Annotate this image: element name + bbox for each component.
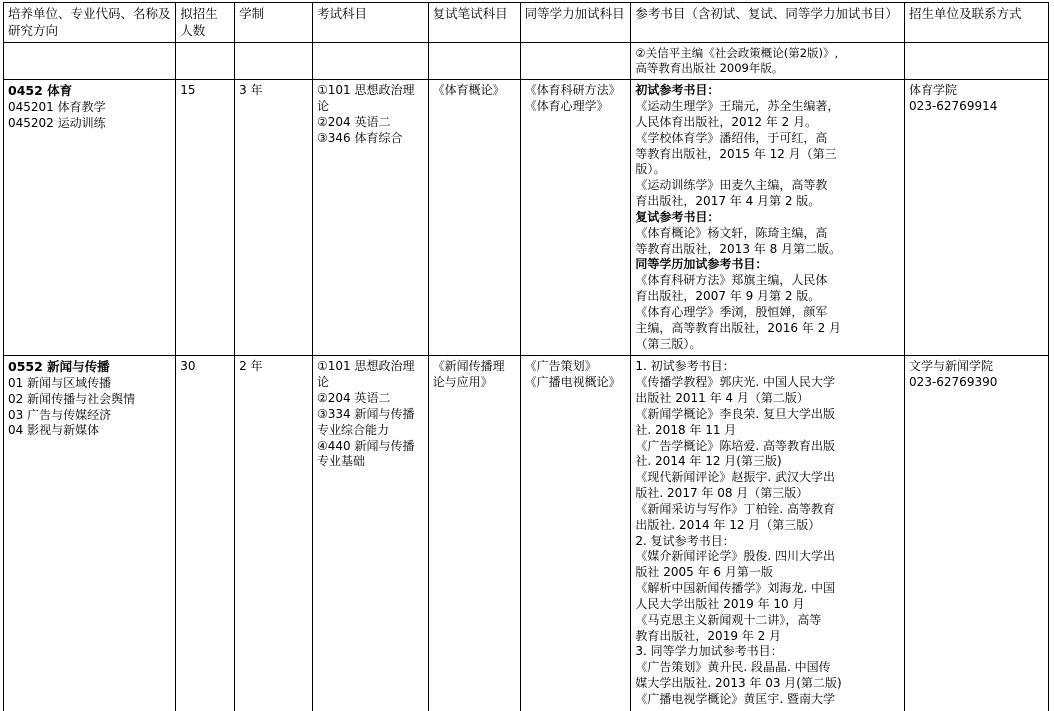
reference-line: 《体育心理学》季浏，殷恒婵，颜军 [635,304,828,319]
reference-line: 《运动生理学》王瑞元，苏全生编著， [635,99,840,114]
exam-subject-line: ②204 英语二 [317,391,391,406]
research-direction: 02 新闻传播与社会舆情 [8,391,136,406]
header-cell-retest-subjects [428,3,520,43]
exam-subject-line: 专业综合能力 [317,422,390,437]
cell-exam-subjects [313,43,429,80]
admissions-table [3,2,1049,711]
reference-line: 《广告学概论》陈培爱. 高等教育出版 [635,438,836,453]
exam-subject-line: ①101 思想政治理论 [317,359,415,390]
major-title: 0552 新闻与传播 [8,359,110,375]
retest-subject-line: 《新闻传播理 [432,359,505,374]
cell-program-length: 2 年 [235,356,313,711]
reference-line: ②关信平主编《社会政策概论(第2版)》, [635,46,839,60]
cell-reference-books [631,43,905,80]
reference-line: 社. 2018 年 11 月 [635,422,737,437]
equivalent-subject-line: 《体育心理学》 [524,99,609,114]
header-cell-reference-books [631,3,905,43]
retest-subject-line: 《体育概论》 [432,83,505,98]
header-cell-planned-enrollment [176,3,235,43]
reference-heading: 初试参考书目： [635,83,720,98]
reference-line: 《马克思主义新闻观十二讲》，高等 [635,612,822,627]
cell-contact [905,80,1049,356]
reference-line: 出版社. 2014 年 12 月（第三版） [635,517,821,532]
cell-exam-subjects [313,80,429,356]
cell-planned-enrollment [176,43,235,80]
reference-line: 主编，高等教育出版社，2016 年 2 月 [635,320,842,335]
cell-retest-subjects [428,43,520,80]
equivalent-subject-line: 《体育科研方法》 [524,83,621,98]
reference-line: 《传播学教程》郭庆光. 中国人民大学 [635,375,836,390]
reference-line: 《解析中国新闻传播学》刘海龙. 中国 [635,581,836,596]
reference-line: 《运动训练学》田麦久主编，高等教 [635,178,828,193]
cell-contact [905,43,1049,80]
reference-heading: 复试参考书目： [635,209,720,224]
equivalent-subject-line: 《广告策划》 [524,359,597,374]
research-direction: 01 新闻与区域传播 [8,375,112,390]
cell-planned-enrollment: 15 [176,80,235,356]
retest-subject-line: 论与应用》 [432,375,493,390]
exam-subject-line: 专业基础 [317,454,366,469]
cell-program-length: 3 年 [235,80,313,356]
cell-unit-major [4,43,176,80]
reference-heading: 同等学历加试参考书目： [635,257,768,272]
cell-program-length [235,43,313,80]
phone-number: 023-62769914 [909,99,998,114]
research-direction: 03 广告与传媒经济 [8,407,112,422]
header-cell-equivalent-subjects [520,3,631,43]
header-cell-unit-major [4,3,176,43]
exam-subject-line: ②204 英语二 [317,115,391,129]
reference-line: 《媒介新闻评论学》殷俊. 四川大学出 [635,549,836,564]
header-text: 同等学力加试科目 [524,6,625,21]
research-direction: 045201 体育教学 [8,99,106,114]
reference-line: 1. 初试参考书目： [635,359,735,374]
header-cell-contact [905,3,1049,43]
cell-equivalent-subjects [520,43,631,80]
cell-reference-books [631,80,905,356]
header-cell-program-length [235,3,313,43]
reference-line: 人民体育出版社，2012 年 2 月。 [635,115,818,129]
table-row [4,80,1049,356]
exam-subject-line: ①101 思想政治理论 [317,83,415,114]
reference-line: 版）。 [635,162,666,177]
table-row [4,356,1049,711]
reference-line: 教育出版社，2019 年 2 月 [635,628,782,643]
reference-line: 出版社 2011 年 4 月（第二版） [635,391,809,406]
cell-reference-books [631,356,905,711]
table-row [4,43,1049,80]
reference-line: 2. 复试参考书目： [635,533,735,548]
header-text: 招生单位及联系方式 [909,6,1022,21]
reference-line: 社. 2014 年 12 月(第三版) [635,454,782,469]
reference-line: 版社 2005 年 6 月第一版 [635,565,773,580]
reference-line: 人民大学出版社 2019 年 10 月 [635,596,805,611]
reference-line: 《学校体育学》潘绍伟，于可红，高 [635,130,828,145]
reference-line: 育出版社，2017 年 4 月第 2 版。 [635,194,821,209]
exam-subject-line: ④440 新闻与传播 [317,438,415,453]
reference-line: 等教育出版社，2013 年 8 月第二版。 [635,241,842,256]
equivalent-subject-line: 《广播电视概论》 [524,375,621,390]
table-header-row [4,3,1049,43]
reference-line: 3. 同等学力加试参考书目： [635,644,783,659]
cell-retest-subjects [428,80,520,356]
reference-line: 育出版社，2007 年 9 月第 2 版。 [635,289,821,304]
table-body [4,43,1049,711]
reference-line: 《现代新闻评论》赵振宇. 武汉大学出 [635,470,836,485]
reference-line: 版社. 2017 年 08 月（第三版） [635,486,809,501]
cell-unit-major [4,80,176,356]
reference-line: 《体育科研方法》郑旗主编，人民体 [635,273,828,288]
reference-line: 《新闻采访与写作》丁柏铨. 高等教育 [635,501,836,516]
reference-line: 高等教育出版社 2009年版。 [635,61,784,76]
phone-number: 023-62769390 [909,375,998,390]
reference-line: 媒大学出版社. 2013 年 03 月(第二版) [635,675,842,690]
reference-line: 等教育出版社，2015 年 12 月（第三 [635,146,837,161]
major-title: 0452 体育 [8,83,73,99]
reference-line: （第三版）。 [635,336,702,351]
cell-equivalent-subjects [520,356,631,711]
reference-line: 《新闻学概论》李良荣. 复旦大学出版 [635,406,836,421]
header-text: 拟招生人数 [180,6,218,38]
header-text: 复试笔试科目 [432,6,508,21]
header-cell-exam-subjects [313,3,429,43]
reference-line: 《广播电视学概论》黄匡宇. 暨南大学 [635,691,836,706]
research-direction: 04 影视与新媒体 [8,423,100,438]
cell-unit-major [4,356,176,711]
reference-line: 《体育概论》杨文轩，陈琦主编，高 [635,225,828,240]
exam-subject-line: ③334 新闻与传播 [317,406,415,421]
header-text: 参考书目（含初试、复试、同等学力加试书目） [635,6,898,21]
header-text: 考试科目 [317,6,368,21]
college-name: 文学与新闻学院 [909,359,994,374]
header-text: 培养单位、专业代码、名称及研究方向 [8,6,171,38]
cell-exam-subjects [313,356,429,711]
header-text: 学制 [239,6,265,21]
cell-equivalent-subjects [520,80,631,356]
exam-subject-line: ③346 体育综合 [317,130,403,145]
cell-retest-subjects [428,356,520,711]
cell-planned-enrollment: 30 [176,356,235,711]
cell-contact [905,356,1049,711]
research-direction: 045202 运动训练 [8,115,106,130]
reference-line: 《广告策划》黄升民. 段晶晶. 中国传 [635,660,831,675]
college-name: 体育学院 [909,83,958,98]
